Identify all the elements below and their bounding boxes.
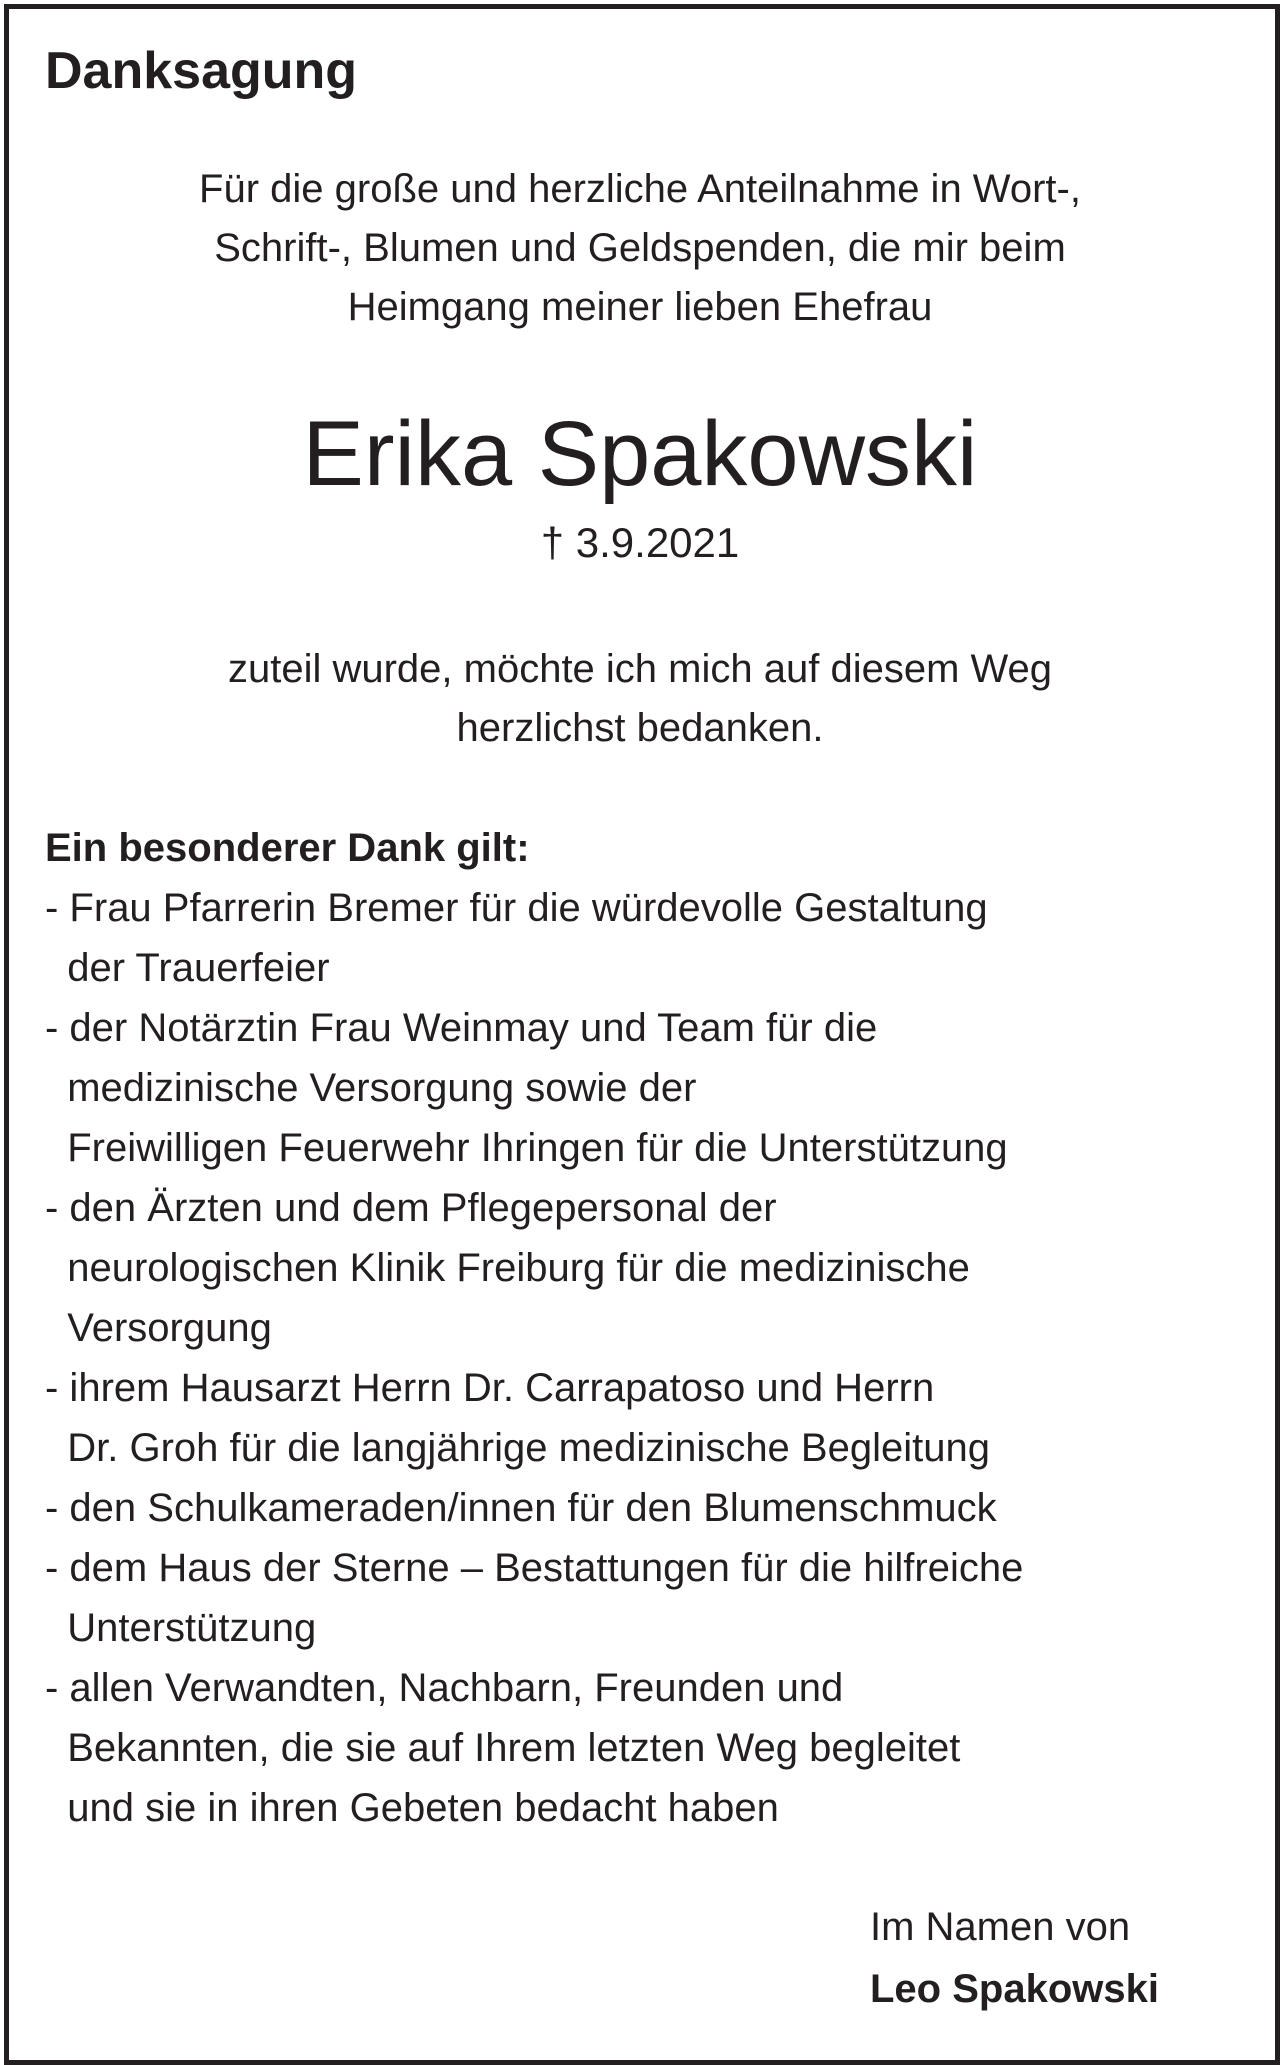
thanks-line: neurologischen Klinik Freiburg für die medizinische [45, 1246, 970, 1290]
thanks-line: - der Notärztin Frau Weinmay und Team für die [45, 1006, 878, 1050]
closing-line: Im Namen von [870, 1905, 1131, 1949]
thanks-line: - den Schulkameraden/innen für den Blumenschmuck [45, 1486, 997, 1530]
signer-name: Leo Spakowski [870, 1967, 1159, 2011]
death-date: † 3.9.2021 [540, 519, 740, 566]
thanks-line: Unterstützung [45, 1606, 317, 1650]
thanks-line: - den Ärzten und dem Pflegepersonal der [45, 1186, 777, 1230]
intro-line: Schrift-, Blumen und Geldspenden, die mir beim [214, 226, 1066, 270]
notice-heading: Danksagung [45, 42, 358, 100]
thanks-line: - ihrem Hausarzt Herrn Dr. Carrapatoso und Herrn [45, 1366, 935, 1410]
thanks-line: medizinische Versorgung sowie der [45, 1066, 697, 1110]
thanks-line: der Trauerfeier [45, 946, 330, 990]
thanks-line: - dem Haus der Sterne – Bestattungen für die hilfreiche [45, 1546, 1024, 1590]
outro-paragraph [0, 640, 1280, 758]
thanks-line: - allen Verwandten, Nachbarn, Freunden und [45, 1666, 844, 1710]
intro-line: Heimgang meiner lieben Ehefrau [347, 285, 933, 329]
thanks-line: Bekannten, die sie auf Ihrem letzten Weg begleitet [45, 1726, 961, 1770]
thanks-list [45, 878, 1245, 1838]
thanks-line: Dr. Groh für die langjährige medizinische Begleitung [45, 1426, 990, 1470]
thanks-line: - Frau Pfarrerin Bremer für die würdevolle Gestaltung [45, 886, 988, 930]
outro-line: zuteil wurde, möchte ich mich auf diesem Weg [227, 647, 1053, 691]
thanks-line: Freiwilligen Feuerwehr Ihringen für die Unterstützung [45, 1126, 1008, 1170]
outro-line: herzlichst bedanken. [456, 706, 824, 750]
thanks-heading: Ein besonderer Dank gilt: [45, 826, 530, 870]
thanks-line: Versorgung [45, 1306, 272, 1350]
intro-line: Für die große und herzliche Anteilnahme in Wort-, [199, 167, 1081, 211]
thanks-line: und sie in ihren Gebeten bedacht haben [45, 1786, 779, 1830]
intro-paragraph [0, 160, 1280, 337]
deceased-name: Erika Spakowski [302, 403, 978, 505]
